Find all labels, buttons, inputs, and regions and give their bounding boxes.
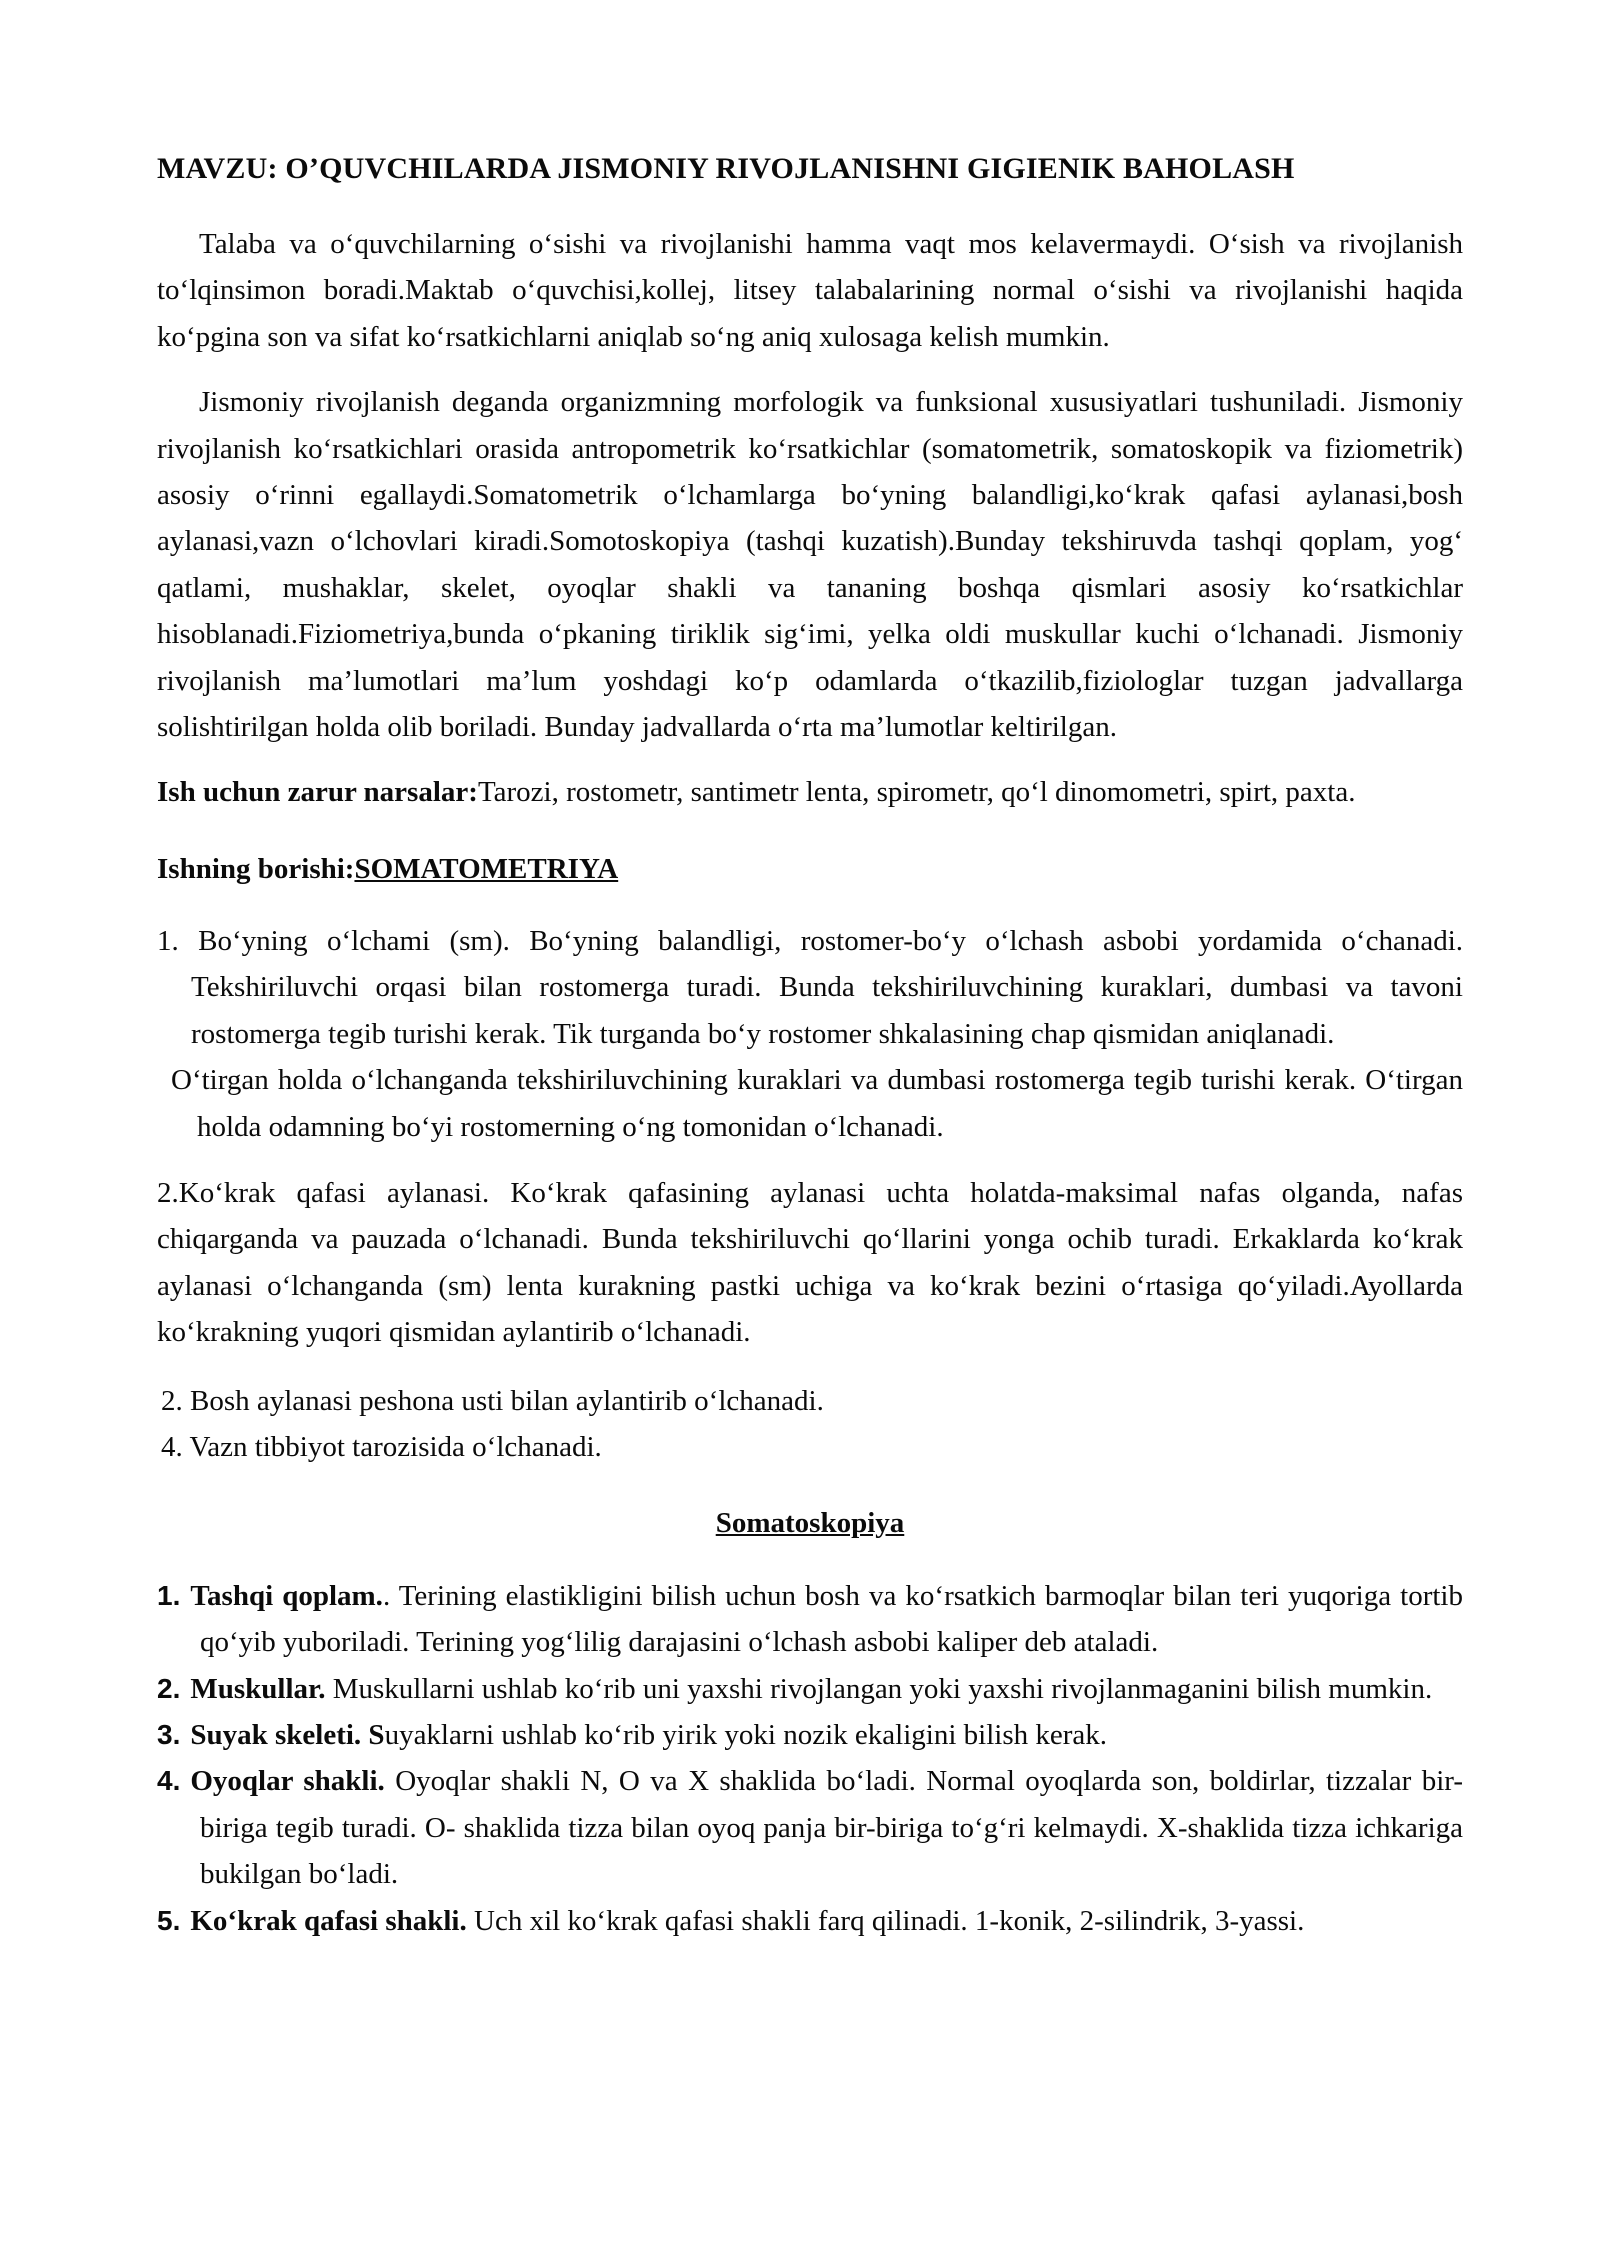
chest-circumference-paragraph: 2.Ko‘krak qafasi aylanasi. Ko‘krak qafasining aylanasi uchta holatda-maksimal nafas olganda, nafas chiqarganda va pauzada o‘lchanadi. Bunda tekshiriluvchi qo‘llarini yonga ochib turadi. Erkaklarda ko‘krak aylanasi o‘lchanganda (sm) lenta kurakning pastki uchiga va ko‘krak bezini o‘rtasiga qo‘yiladi.Ayollarda ko‘krakning yuqori qismidan aylantirib o‘lchanadi. bbox=[157, 1177, 1463, 1349]
somatometriya-item-1-text: Bo‘yning o‘lchami (sm). Bo‘yning balandligi, rostomer-bo‘y o‘lchash asbobi yordamida o‘chanadi. Tekshiriluvchi orqasi bilan rostomerga turadi. Bunda tekshiriluvchining kuraklari, dumbasi va tavoni rostomerga tegib turishi kerak. Tik turganda bo‘y rostomer shkalasining chap qismidan aniqlanadi. bbox=[191, 925, 1464, 1050]
list-item-2-text: Muskullarni ushlab ko‘rib uni yaxshi rivojlangan yoki yaxshi rivojlanmaganini bilish mumkin. bbox=[325, 1672, 1433, 1705]
materials-text: Tarozi, rostometr, santimetr lenta, spirometr, qo‘l dinomometri, spirt, paxta. bbox=[477, 776, 1356, 809]
list-item-2-number: 2. bbox=[157, 1672, 181, 1704]
somatometriya-item-1-note: O‘tirgan holda o‘lchanganda tekshiriluvchining kuraklari va dumbasi rostomerga tegib turishi kerak. O‘tirgan holda odamning bo‘yi rostomerning o‘ng tomonidan o‘lchanadi. bbox=[171, 1064, 1463, 1143]
somatoskopiya-heading: Somatoskopiya bbox=[715, 1507, 905, 1540]
list-item-2-lead: Muskullar. bbox=[190, 1672, 326, 1705]
somatometriya-heading: SOMATOMETRIYA bbox=[354, 852, 619, 885]
somatometriya-item-1-number: 1. bbox=[157, 925, 179, 958]
materials-paragraph bbox=[157, 769, 1463, 815]
list-item-3-text: uyaklarni ushlab ko‘rib yirik yoki nozik ekaligini bilish kerak. bbox=[384, 1718, 1107, 1751]
list-item-suyak-skeleti bbox=[157, 1712, 1463, 1758]
list-item-muskullar bbox=[157, 1666, 1463, 1712]
materials-label: Ish uchun zarur narsalar: bbox=[157, 776, 478, 809]
head-circumference-line: 2. Bosh aylanasi peshona usti bilan aylantirib o‘lchanadi. bbox=[161, 1384, 824, 1417]
list-item-3-lead: Suyak skeleti. S bbox=[190, 1718, 385, 1751]
list-item-tashqi-qoplam bbox=[157, 1573, 1463, 1666]
list-item-4-lead: Oyoqlar shakli. bbox=[190, 1765, 385, 1798]
weight-measurement-line: 4. Vazn tibbiyot tarozisida o‘lchanadi. bbox=[161, 1430, 602, 1463]
list-item-4-number: 4. bbox=[157, 1765, 181, 1797]
procedure-label: Ishning borishi: bbox=[157, 852, 355, 885]
list-item-1-text: . Terining elastikligini bilish uchun bosh va ko‘rsatkich barmoqlar bilan teri yuqoriga tortib qo‘yib yuboriladi. Terining yog‘lilig darajasini o‘lchash asbobi kaliper deb ataladi. bbox=[200, 1579, 1463, 1659]
list-item-5-text: Uch xil ko‘krak qafasi shakli farq qilinadi. 1-konik, 2-silindrik, 3-yassi. bbox=[466, 1904, 1305, 1937]
somatoskopiya-list bbox=[157, 1573, 1463, 1944]
list-item-1-lead: Tashqi qoplam. bbox=[190, 1579, 383, 1612]
list-item-1-number: 1. bbox=[157, 1579, 181, 1611]
list-item-5-lead: Ko‘krak qafasi shakli. bbox=[190, 1904, 467, 1937]
intro-paragraph-1: Talaba va o‘quvchilarning o‘sishi va rivojlanishi hamma vaqt mos kelavermaydi. O‘sish va rivojlanish to‘lqinsimon boradi.Maktab o‘quvchisi,kollej, litsey talabalarining normal o‘sishi va rivojlanishi haqida ko‘pgina son va sifat ko‘rsatkichlarni aniqlab so‘ng aniq xulosaga kelish mumkin. bbox=[157, 228, 1463, 353]
procedure-heading bbox=[157, 846, 1463, 892]
list-item-kokrak-qafasi-shakli bbox=[157, 1898, 1463, 1944]
list-item-4-text: Oyoqlar shakli N, O va X shaklida bo‘ladi. Normal oyoqlarda son, boldirlar, tizzalar bir-biriga tegib turadi. O- shaklida tizza bilan oyoq panja bir-biriga to‘g‘ri kelmaydi. X-shaklida tizza ichkariga bukilgan bo‘ladi. bbox=[200, 1765, 1464, 1891]
list-item-oyoqlar-shakli bbox=[157, 1758, 1463, 1897]
page-title: MAVZU: O’QUVCHILARDA JISMONIY RIVOJLANISHNI GIGIENIK BAHOLASH bbox=[157, 152, 1295, 185]
list-item-5-number: 5. bbox=[157, 1904, 181, 1936]
somatometriya-item-1 bbox=[157, 918, 1463, 1057]
list-item-3-number: 3. bbox=[157, 1718, 181, 1750]
intro-paragraph-2: Jismoniy rivojlanish deganda organizmning morfologik va funksional xususiyatlari tushuniladi. Jismoniy rivojlanish ko‘rsatkichlari orasida antropometrik ko‘rsatkichlar (somatometrik, somatoskopik va fiziometrik) asosiy o‘rinni egallaydi.Somatometrik o‘lchamlarga bo‘yning balandligi,ko‘krak qafasi aylanasi,bosh aylanasi,vazn o‘lchovlari kiradi.Somotoskopiya (tashqi kuzatish).Bunday tekshiruvda tashqi qoplam, yog‘ qatlami, mushaklar, skelet, oyoqlar shakli va tananing boshqa qismlari asosiy ko‘rsatkichlar hisoblanadi.Fiziometriya,bunda o‘pkaning tiriklik sig‘imi, yelka oldi muskullar kuchi o‘lchanadi. Jismoniy rivojlanish ma’lumotlari ma’lum yoshdagi ko‘p odamlarda o‘tkazilib,fiziologlar tuzgan jadvallarga solishtirilgan holda olib boriladi. Bunday jadvallarda o‘rta ma’lumotlar keltirilgan. bbox=[157, 386, 1463, 743]
